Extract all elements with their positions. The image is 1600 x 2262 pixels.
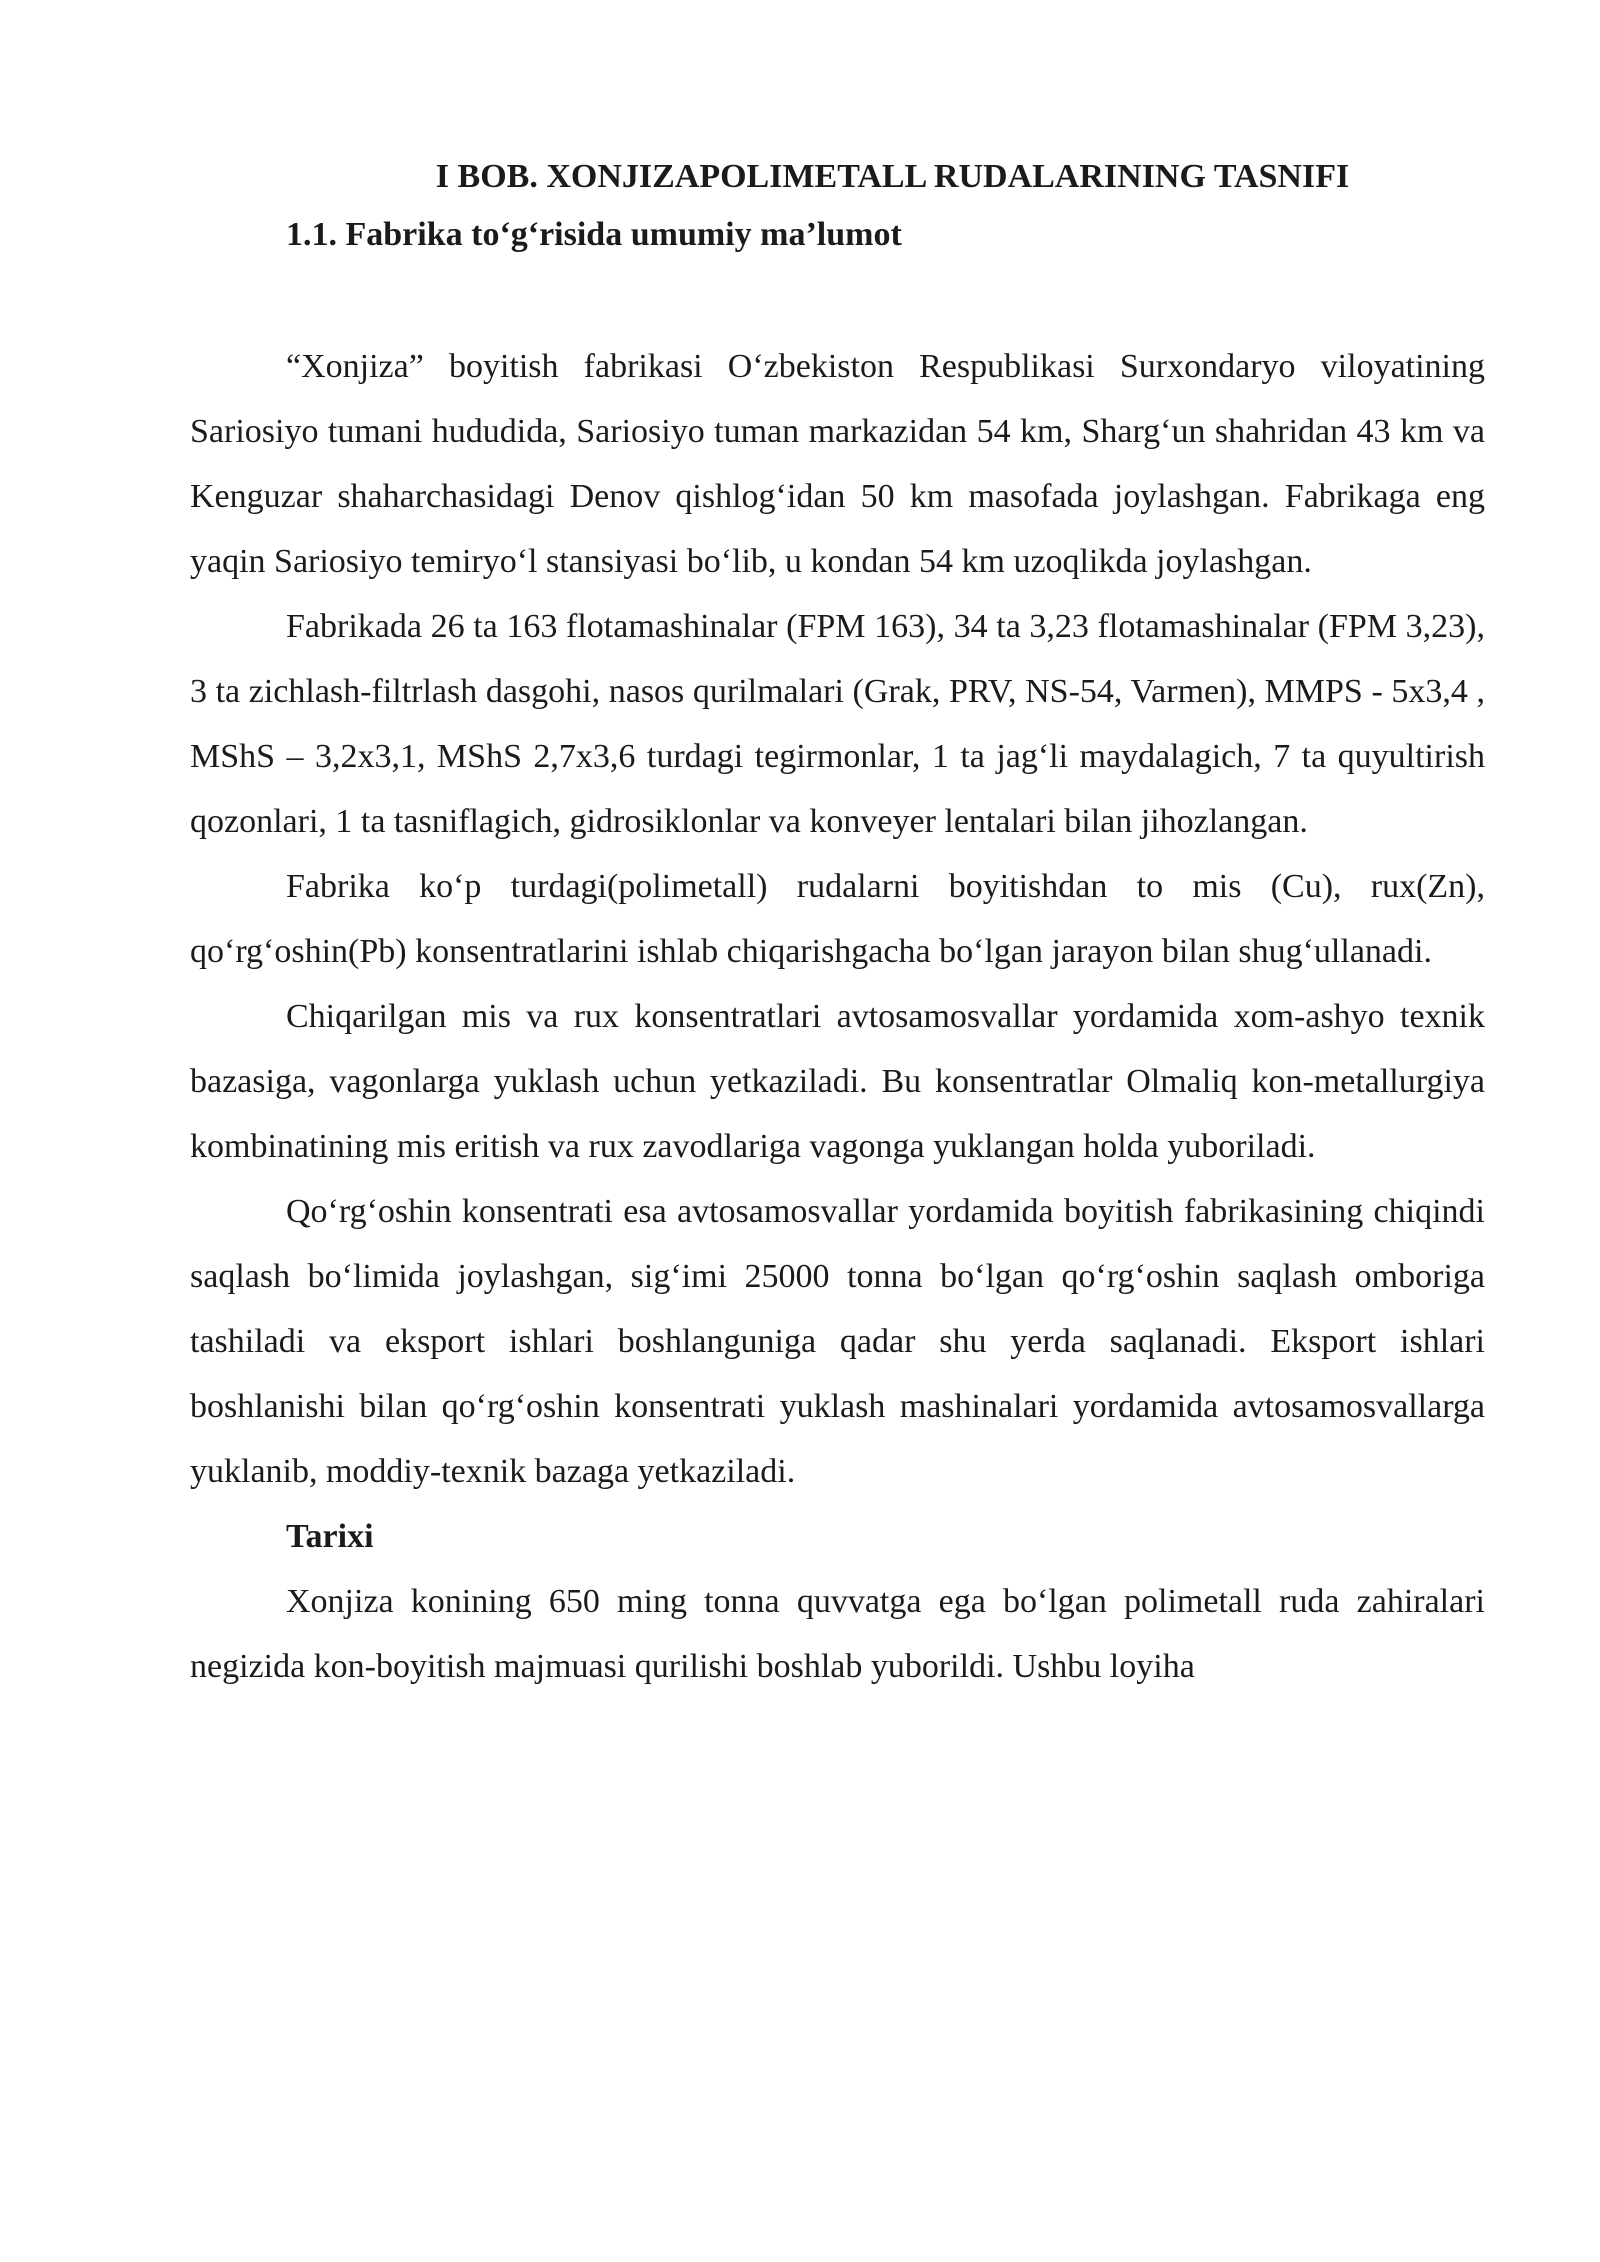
paragraph-lead-storage: Qo‘rg‘oshin konsentrati esa avtosamosvallar yordamida boyitish fabrikasining chiqindi saqlash bo‘limida joylashgan, sig‘imi 25000 tonna bo‘lgan qo‘rg‘oshin saqlash omboriga tashiladi va eksport ishlari boshlanguniga qadar shu yerda saqlanadi. Eksport ishlari boshlanishi bilan qo‘rg‘oshin konsentrati yuklash mashinalari yordamida avtosamosvallarga yuklanib, moddiy-texnik bazaga yetkaziladi. (190, 1193, 1485, 1490)
paragraph-equipment: Fabrikada 26 ta 163 flotamashinalar (FPM 163), 34 ta 3,23 flotamashinalar (FPM 3,23), 3 ta zichlash-filtrlash dasgohi, nasos qurilmalari (Grak, PRV, NS-54, Varmen), MMPS - 5x3,4 , MShS – 3,2x3,1, MShS 2,7x3,6 turdagi tegirmonlar, 1 ta jag‘li maydalagich, 7 ta quyultirish qozonlari, 1 ta tasniflagich, gidrosiklonlar va konveyer lentalari bilan jihozlangan. (190, 608, 1485, 840)
paragraph-location: “Xonjiza” boyitish fabrikasi O‘zbekiston Respublikasi Surxondaryo viloyatining Sariosiyo tumani hududida, Sariosiyo tuman markazidan 54 km, Sharg‘un shahridan 43 km va Kenguzar shaharchasidagi Denov qishlog‘idan 50 km masofada joylashgan. Fabrikaga eng yaqin Sariosiyo temiryo‘l stansiyasi bo‘lib, u kondan 54 km uzoqlikda joylashgan. (190, 348, 1485, 580)
section-title: 1.1. Fabrika to‘g‘risida umumiy ma’lumot (286, 216, 902, 253)
paragraph-copper-zinc-shipping: Chiqarilgan mis va rux konsentratlari avtosamosvallar yordamida xom-ashyo texnik bazasiga, vagonlarga yuklash uchun yetkaziladi. Bu konsentratlar Olmaliq kon-metallurgiya kombinatining mis eritish va rux zavodlariga vagonga yuklangan holda yuboriladi. (190, 998, 1485, 1165)
paragraph-production: Fabrika ko‘p turdagi(polimetall) rudalarni boyitishdan to mis (Cu), rux(Zn), qo‘rg‘oshin(Pb) konsentratlarini ishlab chiqarishgacha bo‘lgan jarayon bilan shug‘ullanadi. (190, 868, 1485, 970)
chapter-title: I BOB. XONJIZAPOLIMETALL RUDALARINING TASNIFI (435, 158, 1350, 195)
paragraph-history: Xonjiza konining 650 ming tonna quvvatga ega bo‘lgan polimetall ruda zahiralari negizida kon-boyitish majmuasi qurilishi boshlab yuborildi. Ushbu loyiha (190, 1583, 1485, 1685)
text-column (190, 148, 1485, 1699)
history-heading: Tarixi (286, 1518, 374, 1555)
document-body (190, 334, 1485, 1699)
